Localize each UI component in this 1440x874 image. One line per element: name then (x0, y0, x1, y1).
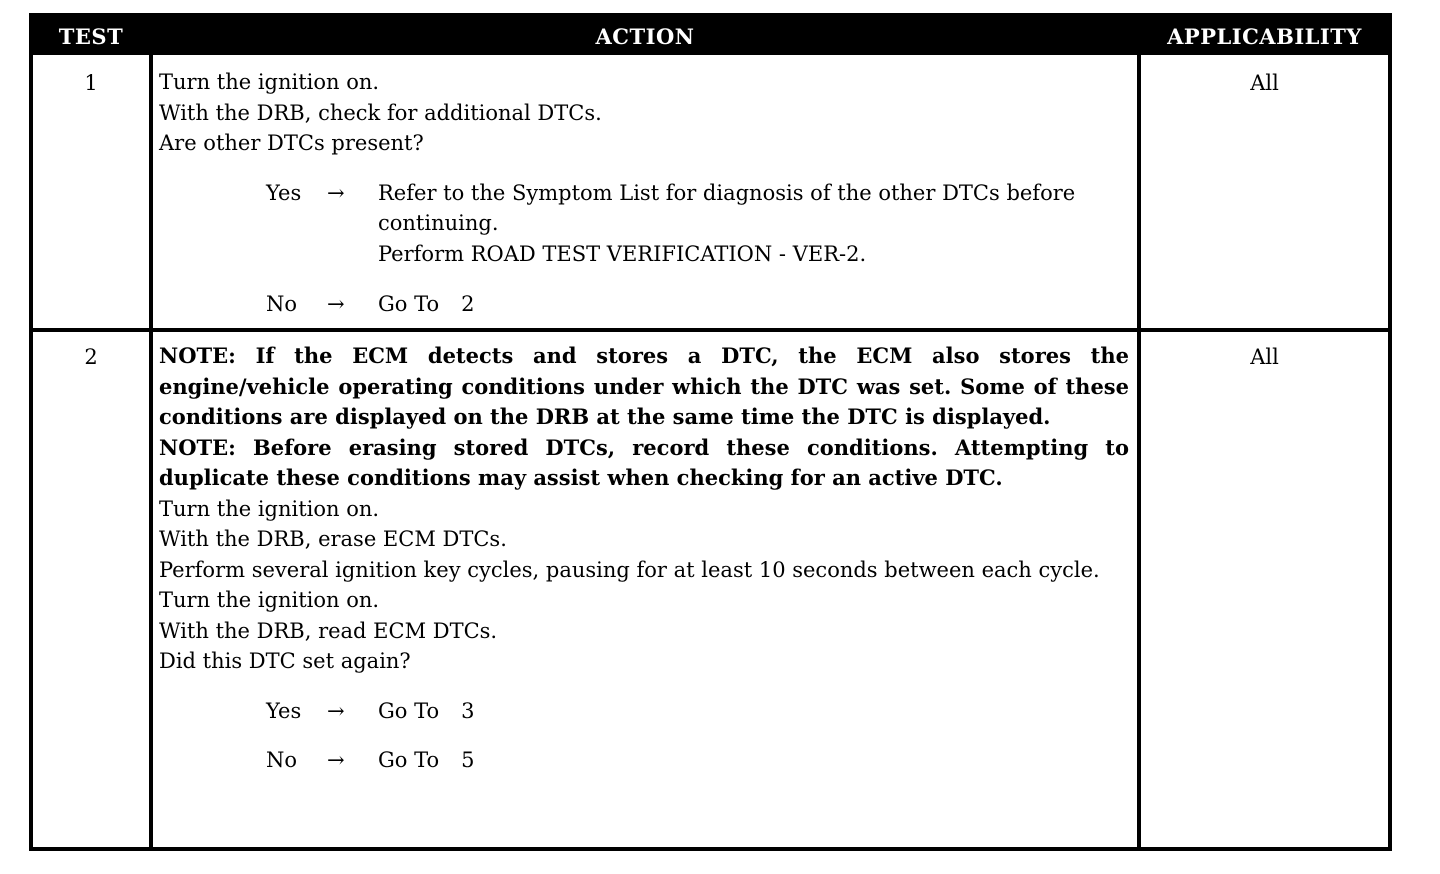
arrow-icon: → (327, 291, 345, 316)
yes-result (378, 178, 1129, 270)
applicability-value: All (1250, 71, 1279, 95)
step-line: With the DRB, erase ECM DTCs. (159, 527, 507, 551)
column-divider (1137, 55, 1141, 847)
yes-result (378, 696, 1129, 727)
header-test: TEST (58, 24, 124, 49)
arrow-icon: → (327, 747, 345, 772)
test-1-action (159, 67, 1129, 319)
goto-number: 3 (461, 698, 475, 723)
arrow-icon: → (327, 180, 345, 205)
step-line: Perform several ignition key cycles, pausing for at least 10 seconds between each cycle. (159, 557, 1100, 582)
goto-label: Go To (378, 747, 440, 772)
arrow-icon: → (327, 698, 345, 723)
header-action: ACTION (595, 24, 695, 49)
step-line: With the DRB, read ECM DTCs. (159, 618, 498, 643)
diagnostic-test-table (29, 13, 1392, 851)
goto-label: Go To (378, 698, 440, 723)
goto-number: 2 (461, 291, 475, 316)
no-label: No (266, 291, 298, 316)
yes-branch (159, 696, 1129, 726)
no-label: No (266, 747, 298, 772)
yes-result-text: Refer to the Symptom List for diagnosis of the other DTCs before continuing. (378, 180, 1076, 235)
note-text: NOTE: Before erasing stored DTCs, record these conditions. Attempting to duplicate these conditions may assist when checking for an active DTC. (159, 434, 1129, 490)
test-2-action (159, 341, 1129, 775)
yes-result-text: Perform ROAD TEST VERIFICATION - VER-2. (378, 241, 867, 266)
step-line: With the DRB, check for additional DTCs. (159, 100, 602, 125)
table-header (33, 17, 1388, 55)
step-line: Did this DTC set again? (159, 649, 411, 673)
step-line: Turn the ignition on. (159, 496, 380, 521)
goto-label: Go To (378, 291, 440, 316)
column-divider (149, 55, 153, 847)
no-branch (159, 745, 1129, 775)
test-number: 1 (84, 71, 98, 95)
note-text: NOTE: If the ECM detects and stores a DTC, the ECM also stores the engine/vehicle operating conditions under which the DTC was set. Some of these conditions are displayed on the DRB at the same time the DTC is displayed. (159, 343, 1129, 429)
step-line: Are other DTCs present? (159, 131, 424, 155)
test-number: 2 (84, 345, 98, 369)
applicability-value: All (1250, 345, 1279, 369)
goto-number: 5 (461, 747, 475, 772)
step-line: Turn the ignition on. (159, 588, 380, 612)
yes-label: Yes (266, 180, 302, 205)
no-result (378, 289, 1129, 320)
row-divider (33, 328, 1388, 332)
step-line: Turn the ignition on. (159, 70, 380, 94)
no-result (378, 745, 1129, 776)
yes-branch (159, 178, 1129, 270)
header-applicability: APPLICABILITY (1167, 24, 1362, 49)
no-branch (159, 289, 1129, 319)
yes-label: Yes (266, 698, 302, 723)
